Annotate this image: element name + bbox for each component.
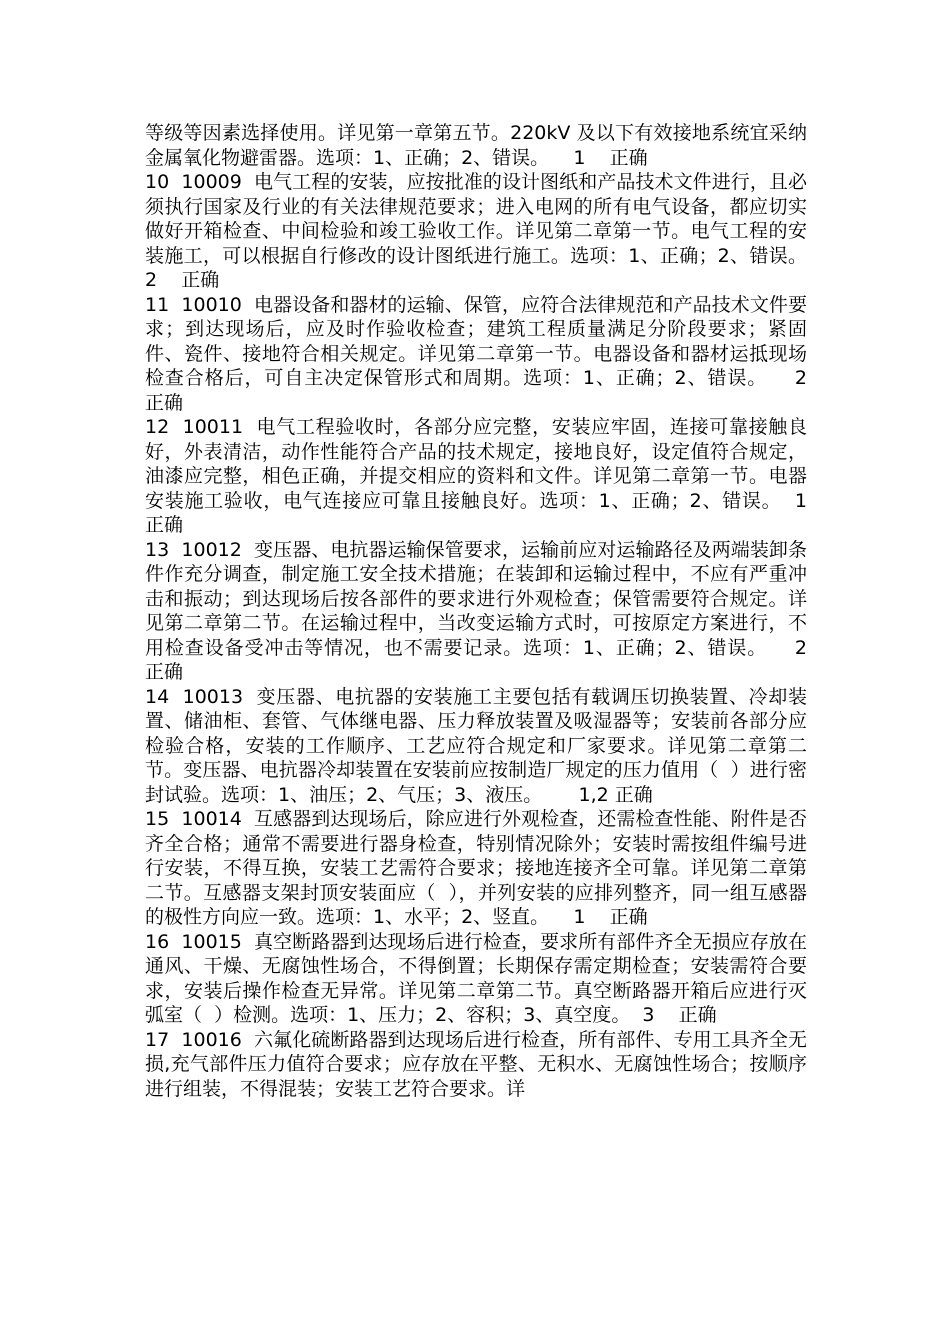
paragraph-q15: 15 10014 互感器到达现场后，除应进行外观检查，还需检查性能、附件是否齐全合格；通常不需要进行器身检查，特别情况除外；安装时需按组件编号进行安装，不得互换，安装工艺需符合要求；接地连接齐全可靠。详见第二章第二节。互感器支架封顶安装面应（ ），并列安装的应排列整齐，同一组互感器的极性方向应一致。选项：1、水平；2、竖直。 1 正确 — [145, 808, 807, 928]
paragraph-q17: 17 10016 六氟化硫断路器到达现场后进行检查，所有部件、专用工具齐全无损,充气部件压力值符合要求；应存放在平整、无积水、无腐蚀性场合；按顺序进行组装，不得混装；安装工艺符合要求。详 — [145, 1028, 807, 1100]
paragraph-q12: 12 10011 电气工程验收时，各部分应完整，安装应牢固，连接可靠接触良好，外表清洁，动作性能符合产品的技术规定，接地良好，设定值符合规定，油漆应完整，相色正确，并提交相应的资料和文件。详见第二章第一节。电器安装施工验收，电气连接应可靠且接触良好。选项：1、正确；2、错误。 1 正确 — [145, 416, 832, 536]
paragraph-q14: 14 10013 变压器、电抗器的安装施工主要包括有载调压切换装置、冷却装置、储油柜、套管、气体继电器、压力释放装置及吸湿器等；安装前各部分应检验合格，安装的工作顺序、工艺应符合规定和厂家要求。详见第二章第二节。变压器、电抗器冷却装置在安装前应按制造厂规定的压力值用（ ）进行密封试验。选项：1、油压；2、气压；3、液压。 1,2 正确 — [145, 685, 807, 806]
paragraph-q10: 10 10009 电气工程的安装，应按批准的设计图纸和产品技术文件进行，且必须执行国家及行业的有关法律规范要求；进入电网的所有电气设备，都应切实做好开箱检查、中间检验和竣工验收工作。详见第二章第一节。电气工程的安装施工，可以根据自行修改的设计图纸进行施工。选项：1、正确；2、错误。 2 正确 — [145, 171, 820, 291]
document-body — [145, 121, 832, 1101]
paragraph-0: 等级等因素选择使用。详见第一章第五节。220kV 及以下有效接地系统宜采纳金属氧化物避雷器。选项：1、正确；2、错误。 1 正确 — [145, 122, 807, 169]
paragraph-q16: 16 10015 真空断路器到达现场后进行检查，要求所有部件齐全无损应存放在通风、干燥、无腐蚀性场合，不得倒置；长期保存需定期检查；安装需符合要求，安装后操作检查无异常。详见第二章第二节。真空断路器开箱后应进行灭弧室（ ）检测。选项：1、压力；2、容积；3、真空度。 3 正确 — [145, 930, 807, 1026]
paragraph-q13: 13 10012 变压器、电抗器运输保管要求，运输前应对运输路径及两端装卸条件作充分调查，制定施工安全技术措施；在装卸和运输过程中，不应有严重冲击和振动；到达现场后按各部件的要求进行外观检查；保管需要符合规定。详见第二章第二节。在运输过程中，当改变运输方式时，可按原定方案进行，不用检查设备受冲击等情况，也不需要记录。选项：1、正确；2、错误。 2 正确 — [145, 538, 832, 683]
paragraph-q11: 11 10010 电器设备和器材的运输、保管，应符合法律规范和产品技术文件要求；到达现场后，应及时作验收检查；建筑工程质量满足分阶段要求；紧固件、瓷件、接地符合相关规定。详见第二章第一节。电器设备和器材运抵现场检查合格后，可自主决定保管形式和周期。选项：1、正确；2、错误。 2 正确 — [145, 293, 832, 414]
